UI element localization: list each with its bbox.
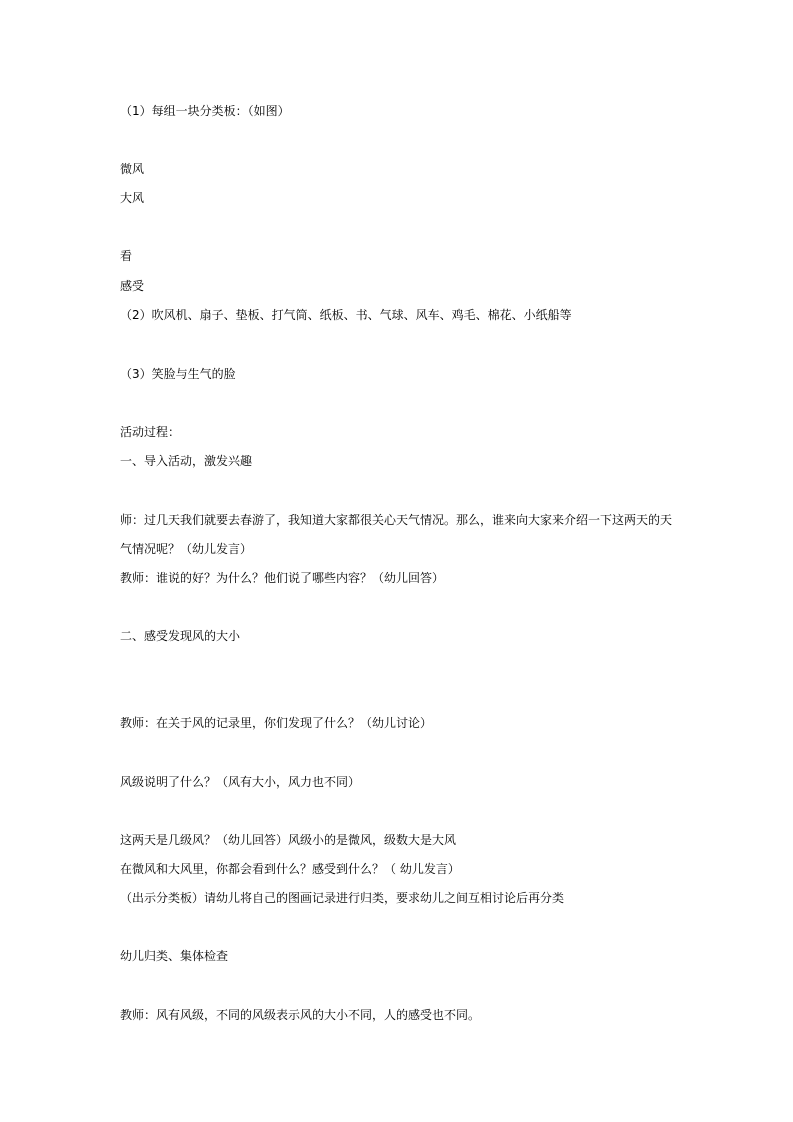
section-heading-2: 二、感受发现风的大小 [120, 629, 241, 643]
materials-item-3: （3）笑脸与生气的脸 [120, 367, 236, 381]
paragraph-classification: （出示分类板）请幼儿将自己的图画记录进行归类，要求幼儿之间互相讨论后再分类 [120, 891, 565, 905]
paragraph-group-check: 幼儿归类、集体检查 [120, 949, 229, 963]
paragraph-wind-level: 风级说明了什么？（风有大小，风力也不同） [120, 775, 361, 789]
board-label-feel: 感受 [120, 279, 145, 293]
activity-process-heading: 活动过程： [120, 425, 181, 439]
paragraph-wind-experience: 在微风和大风里，你都会看到什么？感受到什么？（ 幼儿发言） [120, 862, 460, 876]
board-label-strong-wind: 大风 [120, 191, 145, 205]
paragraph-teacher-summary: 教师：风有风级，不同的风级表示风的大小不同，人的感受也不同。 [120, 1008, 481, 1022]
section-heading-1: 一、导入活动，激发兴趣 [120, 454, 253, 468]
paragraph-wind-today: 这两天是几级风？（幼儿回答）风级小的是微风，级数大是大风 [120, 833, 457, 847]
board-label-see: 看 [120, 249, 133, 263]
paragraph-teacher-question: 教师：谁说的好？为什么？他们说了哪些内容？（幼儿回答） [120, 571, 445, 585]
paragraph-teacher-record: 教师：在关于风的记录里，你们发现了什么？（幼儿讨论） [120, 716, 433, 730]
paragraph-teacher-intro-1: 师：过几天我们就要去春游了，我知道大家都很关心天气情况。那么，谁来向大家来介绍一下这两天的天 [120, 513, 673, 527]
materials-item-1: （1）每组一块分类板：（如图） [120, 104, 290, 118]
board-label-breeze: 微风 [120, 162, 145, 176]
paragraph-teacher-intro-2: 气情况呢？（幼儿发言） [120, 542, 253, 556]
materials-item-2: （2）吹风机、扇子、垫板、打气筒、纸板、书、气球、风车、鸡毛、棉花、小纸船等 [120, 308, 572, 322]
